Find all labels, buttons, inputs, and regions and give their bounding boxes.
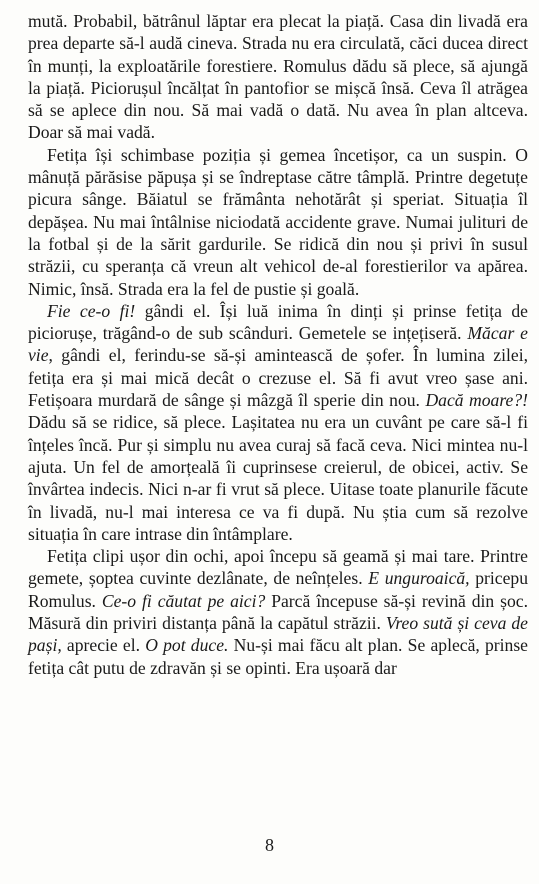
- italic-run: E unguroaică,: [368, 568, 470, 589]
- text-run: Parcă începuse să-și revină din șoc. Măsură din priviri distanța până la capătul străzii.: [28, 590, 528, 634]
- text-run: gândi el. Își luă inima în dinți și prinse fetița de piciorușe, trăgând-o de sub scânduri. Gemetele se ințețiseră.: [28, 300, 528, 344]
- text-run: Dădu să se ridice, să plece. Lașitatea nu era un cuvânt pe care să-l fi înțeles încă. Pur și simplu nu avea curaj să facă ceva. Nici mintea nu-l ajuta. Un fel de amorțeală îi cuprinsese creierul, de obicei, activ. Se învârtea indecis. Nici n-ar fi vrut să plece. Uitase toate planurile făcute în livadă, nu-l mai interesa ce va fi după. Nu știa cum să rezolve situația în care intrase din întâmplare.: [28, 412, 528, 544]
- paragraph-1: [28, 10, 528, 144]
- page-number: 8: [265, 835, 274, 855]
- text-run: mută. Probabil, bătrânul lăptar era plecat la piață. Casa din livadă era prea departe să-l audă cineva. Strada nu era circulată, căci ducea direct în munți, la exploatările forestiere. Romulus dădu să plece, să ajungă la piață. Piciorușul încălțat în pantofior se mișcă însă. Ceva îl atrăgea să se aplece din nou. Să mai vadă o dată. Nu avea în plan altceva. Doar să mai vadă.: [28, 11, 528, 143]
- text-run: , gândi el, ferindu-se să-și amintească de șofer. În lumina zilei, fetița era și mai mică decât o crezuse el. Să fi avut vreo șase ani. Fetișoara murdară de sânge și mâzgă îl sperie din nou.: [28, 345, 528, 411]
- italic-run: Măcar e vie: [28, 323, 528, 366]
- text-run: Fetița își schimbase poziția și gemea încetișor, ca un suspin. O mânuță părăsise păpușa și se îndreptase către tâmplă. Printre degetuțe picura sânge. Băiatul se frământa nehotărât și speriat. Situația îl depășea. Nu mai întâlnise niciodată accidente grave. Numai julituri de la fotbal și de la sărit gardurile. Se ridică din nou și privi în susul străzii, cu speranța că vreun alt vehicol de-al forestierilor va apărea. Nimic, însă. Strada era la fel de pustie și goală.: [28, 144, 528, 299]
- italic-run: Ce-o fi căutat pe aici?: [101, 590, 266, 611]
- italic-run: Dacă moare?!: [425, 390, 529, 411]
- text-run: aprecie el.: [61, 635, 146, 656]
- text-run: pricepu Romulus.: [28, 568, 529, 611]
- body-text: [28, 10, 528, 679]
- italic-run: O pot duce.: [145, 635, 229, 656]
- italic-run: Vreo sută și ceva de pași,: [28, 613, 528, 656]
- paragraph-3: [28, 300, 528, 545]
- text-run: Nu-și mai făcu alt plan. Se aplecă, prinse fetița cât putu de zdravăn și se opinti. Era ușoară dar: [28, 635, 528, 678]
- italic-run: Fie ce-o fi!: [47, 300, 136, 321]
- text-run: Fetița clipi ușor din ochi, apoi începu să geamă și mai tare. Printre gemete, șoptea cuvinte dezlânate, de neînțeles.: [28, 546, 528, 589]
- paragraph-2: [28, 144, 528, 300]
- paragraph-4: [28, 545, 528, 679]
